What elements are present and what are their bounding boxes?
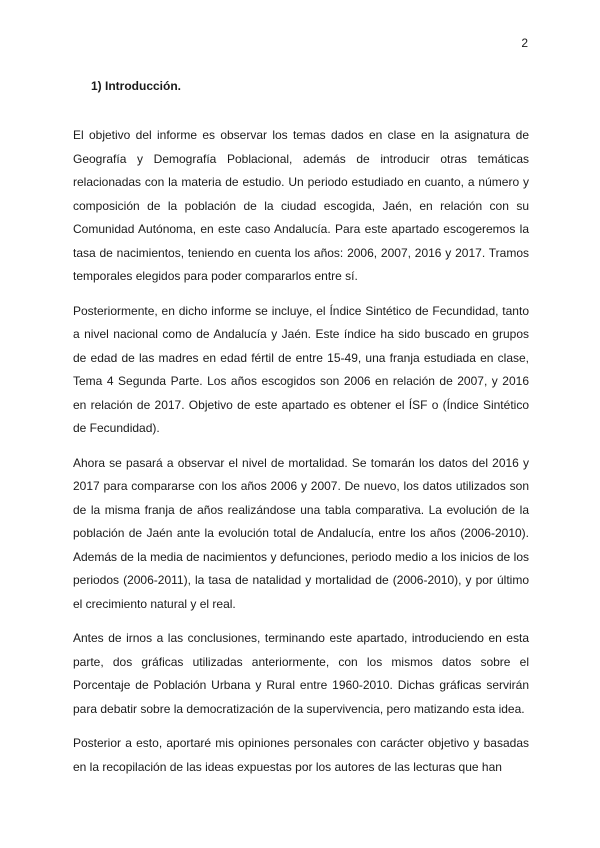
document-body [73,124,529,790]
section-heading: 1) Introducción. [91,79,181,93]
paragraph-mortality: Ahora se pasará a observar el nivel de mortalidad. Se tomarán los datos del 2016 y 2017 para compararse con los años 2006 y 2007. De nuevo, los datos utilizados son de la misma franja de años realizándose una tabla comparativa. La evolución de la población de Jaén ante la evolución total de Andalucía, entre los años (2006-2010). Además de la media de nacimientos y defunciones, periodo medio a los inicios de los periodos (2006-2011), la tasa de natalidad y mortalidad de (2006-2010), y por último el crecimiento natural y el real. [73,455,529,611]
paragraph-opinions: Posterior a esto, aportaré mis opiniones personales con carácter objetivo y basadas en la recopilación de las ideas expuestas por los autores de las lecturas que han [73,736,529,774]
paragraph-urban-rural: Antes de irnos a las conclusiones, terminando este apartado, introduciendo en esta parte, dos gráficas utilizadas anteriormente, con los mismos datos sobre el Porcentaje de Población Urbana y Rural entre 1960-2010. Dichas gráficas servirán para debatir sobre la democratización de la supervivencia, pero matizando esta idea. [73,631,529,716]
paragraph-fertility-index: Posteriormente, en dicho informe se incluye, el Índice Sintético de Fecundidad, tanto a nivel nacional como de Andalucía y Jaén. Este índice ha sido buscado en grupos de edad de las madres en edad fértil de entre 15-49, una franja estudiada en clase, Tema 4 Segunda Parte. Los años escogidos son 2006 en relación de 2007, y 2016 en relación de 2017. Objetivo de este apartado es obtener el ÍSF o (Índice Sintético de Fecundidad). [73,303,529,435]
page-number: 2 [521,36,528,50]
paragraph-objective: El objetivo del informe es observar los temas dados en clase en la asignatura de Geografía y Demografía Poblacional, además de introducir otras temáticas relacionadas con la materia de estudio. Un periodo estudiado en cuanto, a número y composición de la población de la ciudad escogida, Jaén, en relación con su Comunidad Autónoma, en este caso Andalucía. Para este apartado escogeremos la tasa de nacimientos, teniendo en cuenta los años: 2006, 2007, 2016 y 2017. Tramos temporales elegidos para poder compararlos entre sí. [73,128,529,283]
